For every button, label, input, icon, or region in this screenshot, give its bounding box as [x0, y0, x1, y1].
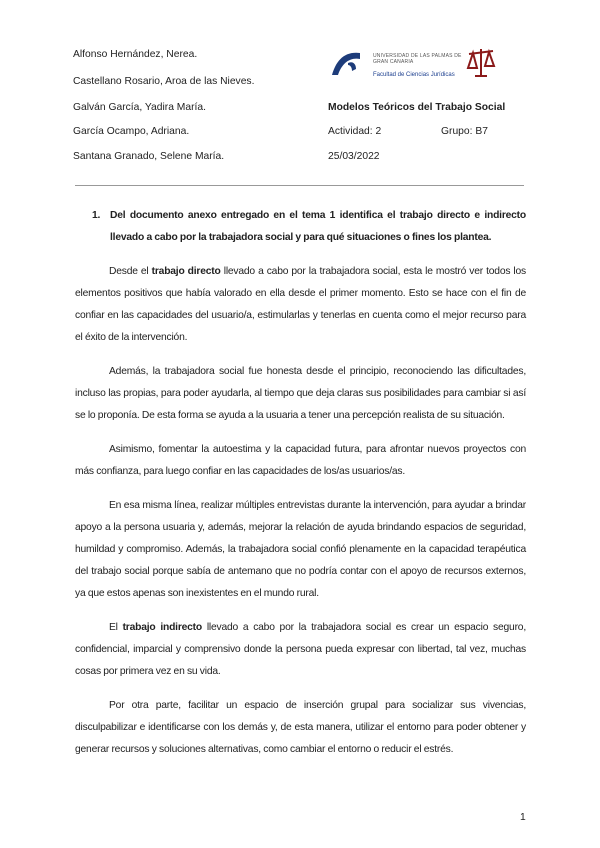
paragraph-text: El	[109, 622, 123, 633]
group-label: Grupo: B7	[441, 126, 488, 137]
paragraph-interviews	[75, 495, 526, 605]
author-2: Castellano Rosario, Aroa de las Nieves.	[73, 76, 255, 87]
document-body	[75, 205, 526, 773]
paragraph-honesty	[75, 361, 526, 427]
faculty-name: Facultad de Ciencias Jurídicas	[373, 72, 455, 78]
university-logo	[330, 45, 470, 83]
page-number: 1	[520, 812, 526, 823]
paragraph-text: llevado a cabo por la trabajadora social, esta le mostró ver todos los elementos positivos que había valorado en ella desde el primer momento. Esto se hace con el fin de confiar en las capacidades del usuario/a, estimularlas y tenerlas en cuenta como el mejor recurso para el éxito de la intervención.	[75, 266, 526, 343]
paragraph-text: Además, la trabajadora social fue honesta desde el principio, reconociendo las dificultades, incluso las propias, para poder ayudarla, al tiempo que deja claras sus posibilidades para cambiar si así se lo proponía. De esta forma se ayuda a la usuaria a tener una percepción realista de su situación.	[75, 366, 526, 421]
activity-label: Actividad: 2	[328, 126, 382, 137]
scales-of-justice-icon	[465, 46, 497, 78]
author-4: García Ocampo, Adriana.	[73, 126, 190, 137]
question-text: Del documento anexo entregado en el tema 1 identifica el trabajo directo e indirecto llevado a cabo por la trabajadora social y para qué situaciones o fines los plantea.	[110, 210, 526, 243]
author-3: Galván García, Yadira María.	[73, 102, 206, 113]
author-1: Alfonso Hernández, Nerea.	[73, 49, 198, 60]
course-title: Modelos Teóricos del Trabajo Social	[328, 102, 506, 113]
paragraph-text: Desde el	[109, 266, 152, 277]
author-5: Santana Granado, Selene María.	[73, 151, 225, 162]
paragraph-direct-work	[75, 261, 526, 349]
paragraph-indirect-work	[75, 617, 526, 683]
paragraph-text: Por otra parte, facilitar un espacio de inserción grupal para socializar sus vivencias, disculpabilizar e identificarse con los demás y, de esta manera, utilizar el entorno para poder obtener y generar recursos y soluciones alternativas, como cambiar el entorno o reducir el estrés.	[75, 700, 526, 755]
paragraph-group-insertion	[75, 695, 526, 761]
date-label: 25/03/2022	[328, 151, 380, 162]
paragraph-text: Asimismo, fomentar la autoestima y la capacidad futura, para afrontar nuevos proyectos con más confianza, para luego confiar en las capacidades de los/as usuarios/as.	[75, 444, 526, 477]
paragraph-text: En esa misma línea, realizar múltiples entrevistas durante la intervención, para ayudar a brindar apoyo a la persona usuaria y, además, mejorar la relación de ayuda brindando espacios de seguridad, humildad y compromiso. Además, la trabajadora social confió plenamente en la capacidad terapéutica del trabajo social porque sabía de antemano que no podría contar con el apoyo de recursos externos, ya que estos apenas son inexistentes en el mundo rural.	[75, 500, 526, 599]
university-name: UNIVERSIDAD DE LAS PALMAS DE GRAN CANARIA	[373, 53, 462, 65]
question-number: 1.	[92, 210, 101, 221]
emphasis-term: trabajo directo	[151, 266, 221, 277]
paragraph-text: llevado a cabo por la trabajadora social es crear un espacio seguro, confidencial, imparcial y comprensivo donde la persona pueda expresar con libertad, tal vez, muchas cosas por primera vez en su vida.	[75, 622, 526, 677]
question-heading	[75, 205, 526, 249]
emphasis-term: trabajo indirecto	[122, 622, 203, 633]
paragraph-self-esteem	[75, 439, 526, 483]
ulpgc-emblem-icon	[330, 47, 362, 79]
header-divider	[75, 185, 524, 186]
